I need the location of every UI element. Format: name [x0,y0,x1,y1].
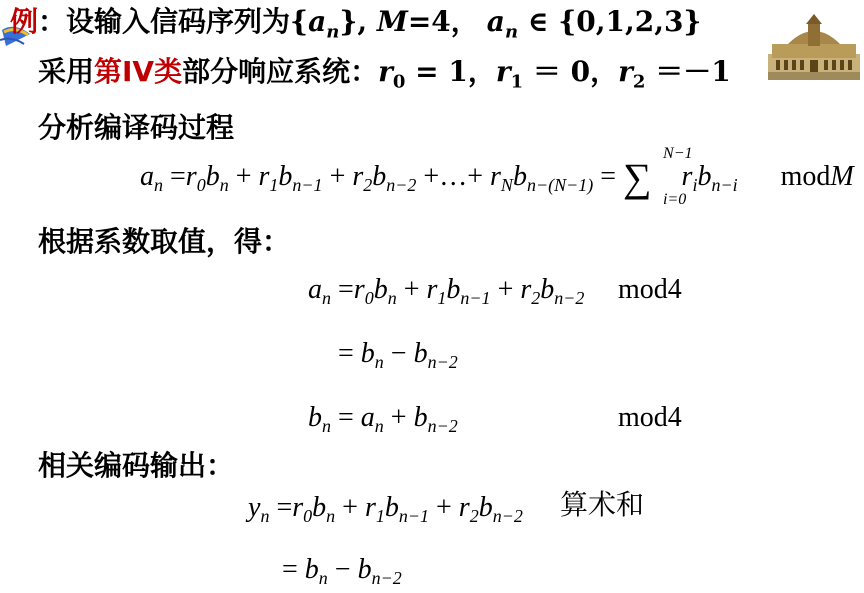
var-a2: a [486,5,505,38]
precode-mod: mod4 [618,402,682,433]
sum-lower-limit: i=0 [663,191,687,208]
intro-text: 设输入信码序列为 [66,5,291,38]
arithmetic-sum-note: 算术和 [560,490,645,521]
system-text-suffix: 部分响应系统： [182,55,379,88]
system-params-line [38,55,731,93]
r0-sub: 0 [392,71,406,93]
system-text-prefix: 采用 [38,55,95,88]
sum-upper-limit: N−1 [663,145,693,162]
encode-mod: mod4 [618,274,682,305]
correlative-heading: 相关编码输出： [38,449,235,482]
general-equation: $a_n =r_0b_n + r_1b_{n-1} + r_2b_{n-2}$ +…+ $r_Nb_{n-(N-1)}$ = ∑ N−1 i=0 $r_ib_{n-i}$ modM [140,145,854,208]
encode-equation: $a_n =r_0b_n + r_1b_{n-1} + r_2b_{n-2}$ [308,274,585,308]
example-label: 例 [10,5,39,38]
r1-value: ＝ 0， [523,55,619,88]
summation-symbol: ∑ N−1 i=0 [623,145,693,208]
set-open: { [290,5,309,38]
output-simplified: = $b_n - b_{n-2}$ [282,554,402,588]
university-building-logo [768,14,860,80]
mod-var: M [830,161,854,192]
r0: r [378,55,393,88]
r2-sub: 2 [632,71,646,93]
r1-sub: 1 [510,71,524,93]
var-a2-sub: n [504,21,519,43]
example-intro-line [10,5,702,43]
r2: r [618,55,633,88]
r0-value: = 1， [405,55,496,88]
var-a-sub: n [326,21,340,43]
mod-label: mod [780,161,831,192]
coefficient-heading: 根据系数取值，得： [38,225,291,258]
var-M: M [376,5,408,38]
output-equation: $y_n =r_0b_n + r_1b_{n-1} + r_2b_{n-2}$ [248,492,523,526]
process-heading: 分析编译码过程 [38,111,235,144]
var-a: a [308,5,327,38]
example-colon: ： [38,5,67,38]
class-iv-label: 第IV类 [94,55,183,88]
set-close: }, [339,5,377,38]
r1: r [495,55,511,88]
precode-equation: $b_n = a_n + b_{n-2}$ [308,402,458,436]
r2-value: ＝－1 [645,55,731,88]
M-value: =4， [407,5,479,38]
encode-simplified: = $b_n - b_{n-2}$ [338,338,458,372]
alphabet-set: ∈ {0,1,2,3} [518,5,702,38]
